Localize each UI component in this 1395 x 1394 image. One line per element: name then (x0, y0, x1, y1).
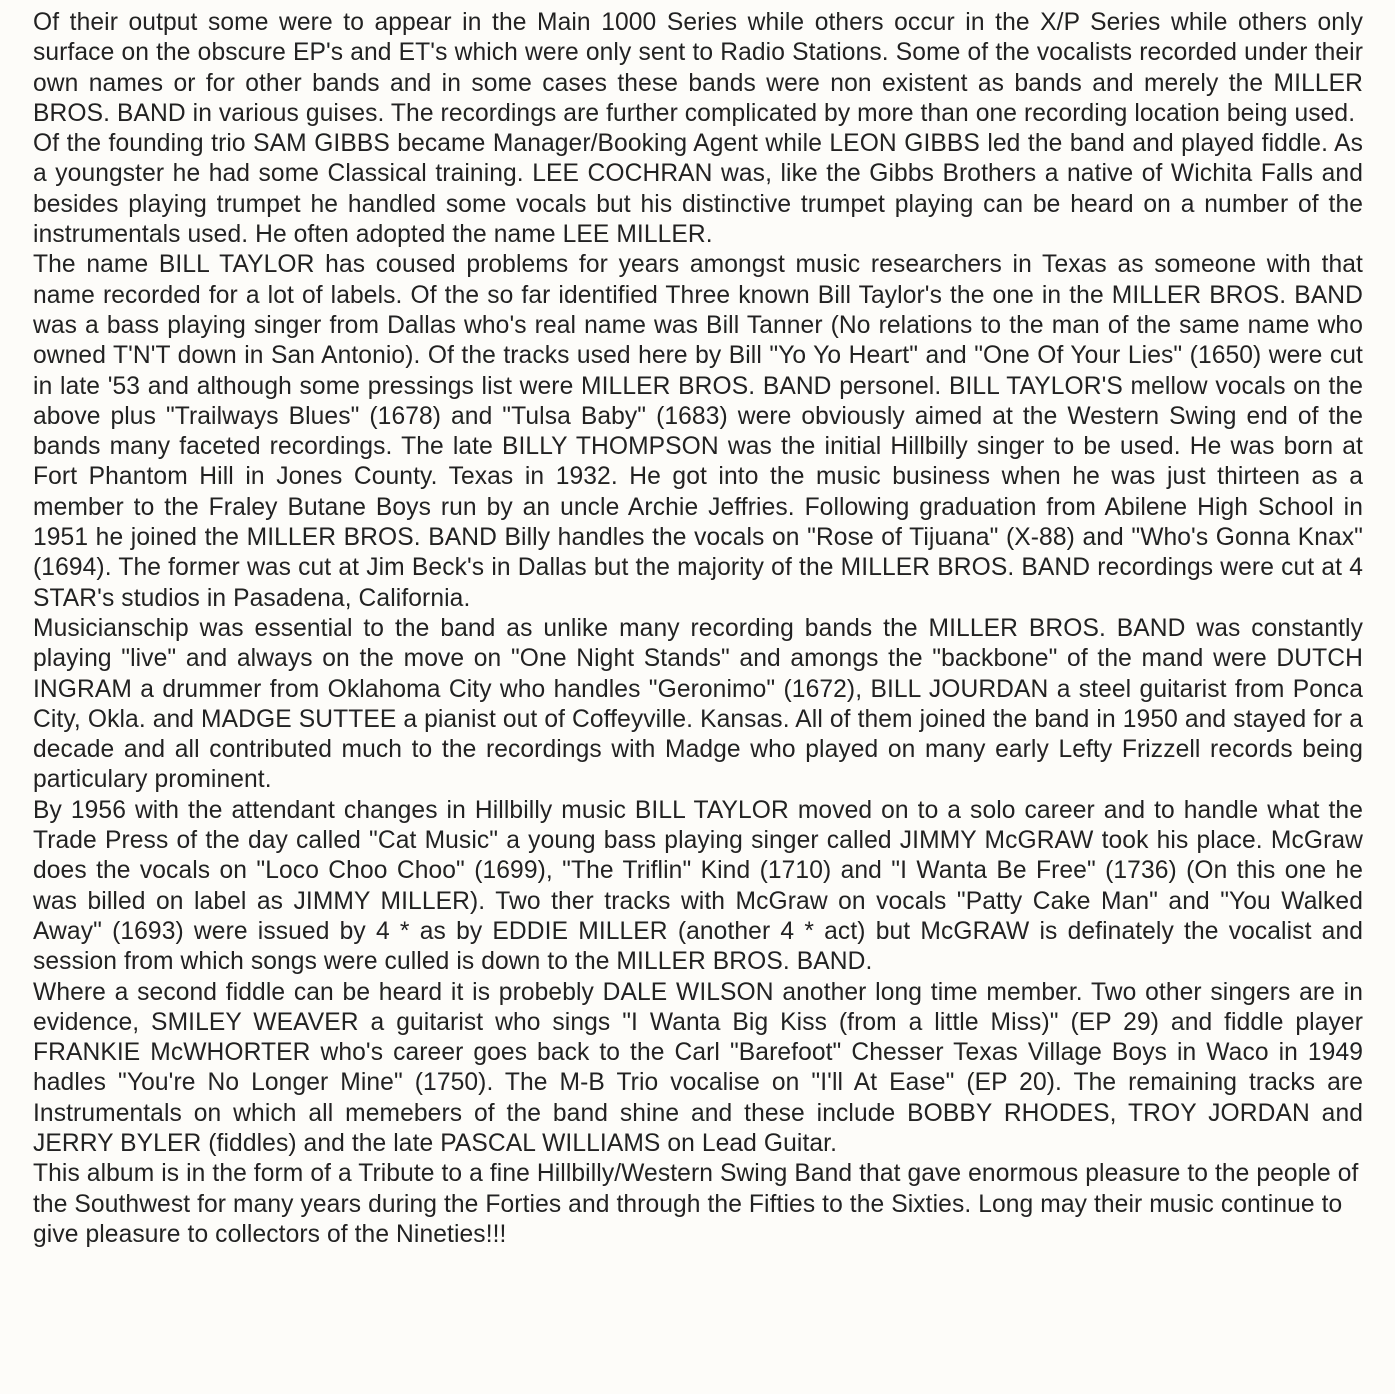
paragraph-bill-taylor: The name BILL TAYLOR has coused problems for years amongst music researchers in Texas as someone with that name recorded for a lot of labels. Of the so far identified Three known Bill Taylor's the one in the MILLER BROS. BAND was a bass playing singer from Dallas who's real name was Bill Tanner (No relations to the man of the same name who owned T'N'T down in San Antonio). Of the tracks used here by Bill "Yo Yo Heart" and "One Of Your Lies" (1650) were cut in late '53 and although some pressings list were MILLER BROS. BAND personel. BILL TAYLOR'S mellow vocals on the above plus "Trailways Blues" (1678) and "Tulsa Baby" (1683) were obviously aimed at the Western Swing end of the bands many faceted recordings. The late BILLY THOMPSON was the initial Hillbilly singer to be used. He was born at Fort Phantom Hill in Jones County. Texas in 1932. He got into the music business when he was just thirteen as a member to the Fraley Butane Boys run by an uncle Archie Jeffries. Following graduation from Abilene High School in 1951 he joined the MILLER BROS. BAND Billy handles the vocals on "Rose of Tijuana" (X-88) and "Who's Gonna Knax" (1694). The former was cut at Jim Beck's in Dallas but the majority of the MILLER BROS. BAND recordings were cut at 4 STAR's studios in Pasadena, California. (33, 251, 1363, 612)
paragraph-jimmy-mcgraw: By 1956 with the attendant changes in Hillbilly music BILL TAYLOR moved on to a solo career and to handle what the Trade Press of the day called "Cat Music" a young bass playing singer called JIMMY McGRAW took his place. McGraw does the vocals on "Loco Choo Choo" (1699), "The Triflin" Kind (1710) and "I Wanta Be Free" (1736) (On this one he was billed on label as JIMMY MILLER). Two ther tracks with McGraw on vocals "Patty Cake Man" and "You Walked Away" (1693) were issued by 4 * as by EDDIE MILLER (another 4 * act) but McGRAW is definately the vocalist and session from which songs were culled is down to the MILLER BROS. BAND. (33, 796, 1363, 976)
paragraph-tribute: This album is in the form of a Tribute to a fine Hillbilly/Western Swing Band that gave enormous pleasure to the people of the Southwest for many years during the Forties and through the Fifties to the Sixties. Long may their music continue to give pleasure to collectors of the Nineties!!! (33, 1160, 1359, 1248)
paragraph-founding-trio: Of the founding trio SAM GIBBS became Manager/Booking Agent while LEON GIBBS led the band and played fiddle. As a youngster he had some Classical training. LEE COCHRAN was, like the Gibbs Brothers a native of Wichita Falls and besides playing trumpet he handled some vocals but his distinctive trumpet playing can be heard on a number of the instrumentals used. He often adopted the name LEE MILLER. (33, 130, 1363, 249)
paragraph-musicianship: Musicianschip was essential to the band as unlike many recording bands the MILLER BROS. BAND was constantly playing "live" and always on the move on "One Night Stands" and amongs the "backbone" of the mand were DUTCH INGRAM a drummer from Oklahoma City who handles "Geronimo" (1672), BILL JOURDAN a steel guitarist from Ponca City, Okla. and MADGE SUTTEE a pianist out of Coffeyville. Kansas. All of them joined the band in 1950 and stayed for a decade and all contributed much to the recordings with Madge who played on many early Lefty Frizzell records being particulary prominent. (33, 614, 1363, 794)
paragraph-second-fiddle: Where a second fiddle can be heard it is probebly DALE WILSON another long time member. Two other singers are in evidence, SMILEY WEAVER a guitarist who sings "I Wanta Big Kiss (from a little Miss)" (EP 29) and fiddle player FRANKIE McWHORTER who's career goes back to the Carl "Barefoot" Chesser Texas Village Boys in Waco in 1949 hadles "You're No Longer Mine" (1750). The M-B Trio vocalise on "I'll At Ease" (EP 20). The remaining tracks are Instrumentals on which all memebers of the band shine and these include BOBBY RHODES, TROY JORDAN and JERRY BYLER (fiddles) and the late PASCAL WILLIAMS on Lead Guitar. (33, 978, 1363, 1157)
paragraph-output-series: Of their output some were to appear in the Main 1000 Series while others occur in the X/P Series while others only surface on the obscure EP's and ET's which were only sent to Radio Stations. Some of the vocalists recorded under their own names or for other bands and in some cases these bands were non existent as bands and merely the MILLER BROS. BAND in various guises. The recordings are further complicated by more than one recording location being used. (33, 9, 1363, 127)
liner-notes-text (33, 8, 1363, 1250)
